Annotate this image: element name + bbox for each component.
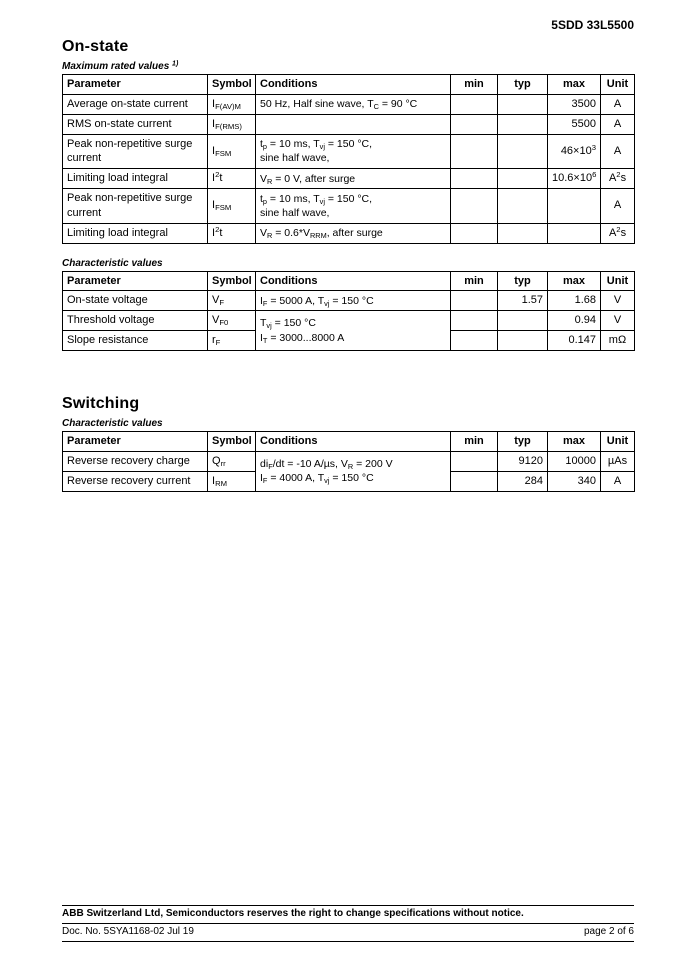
cell-conditions: $t_p = 10$ ms, $T_{vj} = 150$ °C, sine half wave, xyxy=(256,189,451,224)
cell-min xyxy=(451,169,498,189)
cell-max: 1.68 xyxy=(548,291,601,311)
table-row xyxy=(63,189,635,224)
col-header-parameter: Parameter xyxy=(63,75,208,95)
cell-conditions-merged: $di_F/dt = -10$ A/µs, $V_R = 200$ V $I_F = 4000$ A, $T_{vj} = 150$ °C xyxy=(256,451,451,491)
spacer xyxy=(62,244,634,258)
table-row xyxy=(63,223,635,243)
cell-unit: A xyxy=(601,134,635,169)
table-row xyxy=(63,169,635,189)
col-header-min: min xyxy=(451,431,498,451)
cell-parameter: Limiting load integral xyxy=(63,169,208,189)
col-header-max: max xyxy=(548,271,601,291)
cell-parameter: Average on-state current xyxy=(63,94,208,114)
cell-parameter: Peak non-repetitive surge current xyxy=(63,134,208,169)
table-row xyxy=(63,311,635,331)
table-header-row xyxy=(63,75,635,95)
col-header-typ: typ xyxy=(498,431,548,451)
col-header-min: min xyxy=(451,75,498,95)
cell-symbol: $I_{FSM}$ xyxy=(208,189,256,224)
cell-conditions: $V_R = 0.6*V_{RRM}$, after surge xyxy=(256,223,451,243)
cell-unit: A xyxy=(601,471,635,491)
cell-symbol: $I_{FSM}$ xyxy=(208,134,256,169)
table-subtitle-switching-characteristic: Characteristic values xyxy=(62,417,163,429)
col-header-min: min xyxy=(451,271,498,291)
col-header-unit: Unit xyxy=(601,75,635,95)
cell-symbol: $I^2t$ xyxy=(208,223,256,243)
section-title-on-state: On-state xyxy=(62,38,129,55)
cell-parameter: On-state voltage xyxy=(63,291,208,311)
cell-typ: 9120 xyxy=(498,451,548,471)
table-row xyxy=(63,114,635,134)
cell-typ xyxy=(498,331,548,351)
col-header-unit: Unit xyxy=(601,271,635,291)
col-header-symbol: Symbol xyxy=(208,431,256,451)
cell-min xyxy=(451,311,498,331)
cell-unit: V xyxy=(601,311,635,331)
cell-min xyxy=(451,189,498,224)
cell-unit: V xyxy=(601,291,635,311)
table-row xyxy=(63,134,635,169)
cell-unit: mΩ xyxy=(601,331,635,351)
cell-max: 5500 xyxy=(548,114,601,134)
cell-symbol: $I^2t$ xyxy=(208,169,256,189)
cell-symbol: $I_{RM}$ xyxy=(208,471,256,491)
cell-conditions: $V_R = 0$ V, after surge xyxy=(256,169,451,189)
cell-typ xyxy=(498,311,548,331)
spacer xyxy=(62,351,634,389)
cell-typ xyxy=(498,169,548,189)
cell-conditions-merged: $T_{vj} = 150$ °C $I_T = 3000...8000$ A xyxy=(256,311,451,351)
cell-unit: A xyxy=(601,94,635,114)
table-row xyxy=(63,451,635,471)
cell-conditions: 50 Hz, Half sine wave, $T_C = 90$ °C xyxy=(256,94,451,114)
footer-doc-number: Doc. No. 5SYA1168-02 Jul 19 xyxy=(62,926,194,937)
cell-min xyxy=(451,223,498,243)
cell-max: 0.94 xyxy=(548,311,601,331)
cell-parameter: Reverse recovery current xyxy=(63,471,208,491)
cell-typ xyxy=(498,223,548,243)
section-title-switching: Switching xyxy=(62,394,140,412)
cell-min xyxy=(451,94,498,114)
cell-unit: $A^2s$ xyxy=(601,223,635,243)
cell-symbol: $I_{F(AV)M}$ xyxy=(208,94,256,114)
col-header-typ: typ xyxy=(498,271,548,291)
cell-unit: A xyxy=(601,114,635,134)
cell-min xyxy=(451,291,498,311)
col-header-conditions: Conditions xyxy=(256,431,451,451)
col-header-max: max xyxy=(548,75,601,95)
cell-max xyxy=(548,223,601,243)
cell-max: $46\times 10^3$ xyxy=(548,134,601,169)
table-header-row xyxy=(63,431,635,451)
cell-unit: µAs xyxy=(601,451,635,471)
col-header-unit: Unit xyxy=(601,431,635,451)
cell-unit: $A^2s$ xyxy=(601,169,635,189)
cell-conditions: $t_p = 10$ ms, $T_{vj} = 150$ °C, sine half wave, xyxy=(256,134,451,169)
table-subtitle-on-characteristic: Characteristic values xyxy=(62,257,163,269)
col-header-parameter: Parameter xyxy=(63,271,208,291)
cell-parameter: Reverse recovery charge xyxy=(63,451,208,471)
cell-parameter: Slope resistance xyxy=(63,331,208,351)
cell-parameter: Limiting load integral xyxy=(63,223,208,243)
footer-meta xyxy=(62,924,634,942)
cell-conditions: $I_F = 5000$ A, $T_{vj} = 150$ °C xyxy=(256,291,451,311)
document-id-header: 5SDD 33L5500 xyxy=(551,18,634,32)
cell-max: 10000 xyxy=(548,451,601,471)
cell-typ xyxy=(498,94,548,114)
col-header-symbol: Symbol xyxy=(208,271,256,291)
cell-min xyxy=(451,331,498,351)
cell-min xyxy=(451,471,498,491)
col-header-symbol: Symbol xyxy=(208,75,256,95)
cell-symbol: $I_{F(RMS)}$ xyxy=(208,114,256,134)
page-footer xyxy=(62,905,634,942)
cell-parameter: Peak non-repetitive surge current xyxy=(63,189,208,224)
cell-symbol: $r_F$ xyxy=(208,331,256,351)
cell-max: 340 xyxy=(548,471,601,491)
table-row xyxy=(63,94,635,114)
cell-max: 0.147 xyxy=(548,331,601,351)
cell-typ: 1.57 xyxy=(498,291,548,311)
cell-min xyxy=(451,114,498,134)
max-rated-values-table xyxy=(62,74,635,244)
cell-conditions xyxy=(256,114,451,134)
col-header-parameter: Parameter xyxy=(63,431,208,451)
table-row xyxy=(63,291,635,311)
cell-min xyxy=(451,451,498,471)
table-header-row xyxy=(63,271,635,291)
cell-symbol: $Q_{rr}$ xyxy=(208,451,256,471)
page-content xyxy=(62,18,634,492)
cell-typ: 284 xyxy=(498,471,548,491)
cell-typ xyxy=(498,114,548,134)
cell-typ xyxy=(498,134,548,169)
switching-characteristic-table xyxy=(62,431,635,492)
col-header-max: max xyxy=(548,431,601,451)
cell-symbol: $V_{F0}$ xyxy=(208,311,256,331)
col-header-conditions: Conditions xyxy=(256,75,451,95)
cell-max: $10.6\times 10^6$ xyxy=(548,169,601,189)
cell-parameter: Threshold voltage xyxy=(63,311,208,331)
col-header-typ: typ xyxy=(498,75,548,95)
footer-page-number: page 2 of 6 xyxy=(583,926,634,937)
cell-min xyxy=(451,134,498,169)
table-subtitle-max-rated: Maximum rated values $^{1)}$ xyxy=(62,60,179,72)
col-header-conditions: Conditions xyxy=(256,271,451,291)
cell-max xyxy=(548,189,601,224)
cell-unit: A xyxy=(601,189,635,224)
cell-symbol: $V_F$ xyxy=(208,291,256,311)
footer-notice: ABB Switzerland Ltd, Semiconductors reserves the right to change specifications without notice. xyxy=(62,905,634,924)
cell-max: 3500 xyxy=(548,94,601,114)
cell-parameter: RMS on-state current xyxy=(63,114,208,134)
cell-typ xyxy=(498,189,548,224)
on-state-characteristic-table xyxy=(62,271,635,351)
